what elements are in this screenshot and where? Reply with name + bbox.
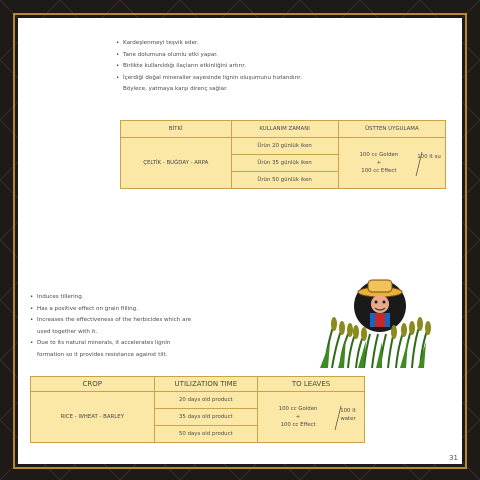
crop-cell: ÇELTİK - BUĞDAY - ARPA (121, 138, 232, 189)
list-item-text: Due to its natural minerals, it accelerates lignin (37, 340, 171, 347)
dose-plus: + (376, 160, 382, 166)
list-item (116, 73, 446, 96)
list-item-continuation: used together with it. (37, 328, 98, 335)
list-item: • Kardeşlenmeyi teşvik eder. (116, 38, 446, 50)
dose-water: water (340, 416, 356, 422)
list-item-continuation: formation so it provides resistance against tilt. (37, 351, 168, 358)
time-cell: 35 days old product (154, 409, 258, 426)
list-item: • Induces tillering. (30, 292, 290, 304)
content-page (18, 18, 462, 464)
time-cell: Ürün 50 günlük iken (231, 172, 338, 189)
dose-water: 100 lt su (417, 154, 441, 160)
table-header: ÜSTTEN UYGULAMA (338, 121, 445, 138)
dose-water: 100 lt (340, 408, 356, 414)
list-item (30, 315, 290, 338)
dose-cell (258, 392, 365, 443)
english-benefits-list (30, 292, 290, 362)
turkish-benefits-list (116, 38, 446, 96)
english-usage-table (30, 376, 365, 443)
dose-plus: + (295, 414, 301, 420)
list-item-text: İçerdiği doğal mineraller sayesinde lignin oluşumunu hızlandırır. (123, 74, 302, 81)
table-header: TO LEAVES (258, 377, 365, 392)
list-item (30, 338, 290, 361)
time-cell: 50 days old product (154, 426, 258, 443)
time-cell: Ürün 20 günlük iken (231, 138, 338, 155)
list-item: • Birlikte kullanıldığı ilaçların etkinliğini artırır. (116, 61, 446, 73)
dose-bottom: 100 cc Effect (280, 422, 316, 428)
time-cell: Ürün 35 günlük iken (231, 155, 338, 172)
dose-cell (338, 138, 445, 189)
list-item-continuation: Böylece, yatmaya karşı direnç sağlar. (123, 86, 228, 93)
table-header: KULLANIM ZAMANI (231, 121, 338, 138)
page-number: 31 (449, 454, 458, 462)
list-item: • Tane dolumuna olumlu etki yapar. (116, 50, 446, 62)
table-header: CROP (31, 377, 155, 392)
crop-cell: RICE - WHEAT - BARLEY (31, 392, 155, 443)
list-item-text: Increases the effectiveness of the herbicides which are (37, 317, 192, 324)
dose-top: 100 cc Golden (278, 406, 318, 412)
farmer-in-wheat-field-illustration (320, 272, 432, 368)
dose-top: 100 cc Golden (359, 152, 399, 158)
list-item: • Has a positive effect on grain filling. (30, 304, 290, 316)
table-header: BİTKİ (121, 121, 232, 138)
dose-bottom: 100 cc Effect (361, 168, 397, 174)
time-cell: 20 days old product (154, 392, 258, 409)
turkish-usage-table (120, 120, 446, 189)
table-header: UTILIZATION TIME (154, 377, 258, 392)
